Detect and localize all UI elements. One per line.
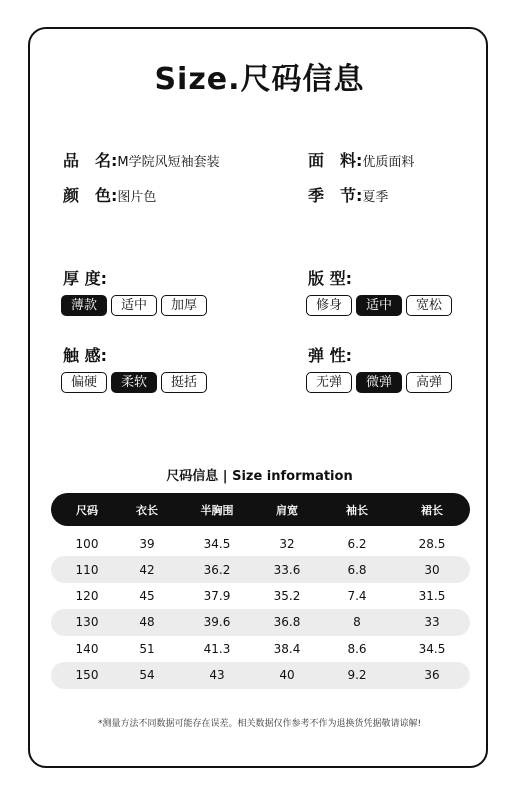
header-sleeve: 袖长 bbox=[346, 503, 368, 517]
cell-size: 110 bbox=[75, 562, 99, 577]
table-row bbox=[51, 609, 470, 636]
elasticity-chip-none: 无弹 bbox=[306, 372, 352, 393]
page-title: Size.尺码信息 bbox=[154, 62, 365, 97]
size-table-title: 尺码信息 | Size information bbox=[166, 469, 353, 484]
cell-sleeve: 6.8 bbox=[347, 562, 367, 577]
header-size: 尺码 bbox=[76, 503, 98, 517]
thickness-chip-thin: 薄款 bbox=[61, 295, 107, 316]
header-shoulder: 肩宽 bbox=[276, 503, 298, 517]
info-name bbox=[63, 148, 220, 171]
name-value: M学院风短袖套装 bbox=[117, 155, 220, 170]
header-length: 衣长 bbox=[136, 503, 158, 517]
cell-half-chest: 36.2 bbox=[203, 562, 231, 577]
info-color bbox=[63, 183, 156, 206]
table-row bbox=[51, 530, 470, 557]
touch-chip-stiff: 偏硬 bbox=[61, 372, 107, 393]
cell-length: 51 bbox=[139, 641, 155, 656]
header-half-chest: 半胸围 bbox=[200, 503, 234, 517]
cell-sleeve: 8 bbox=[353, 615, 361, 630]
season-value: 夏季 bbox=[362, 190, 389, 205]
elasticity-chip-high: 高弹 bbox=[406, 372, 452, 393]
header-skirt-length: 裙长 bbox=[421, 503, 443, 517]
touch-chips bbox=[61, 372, 207, 393]
thickness-label: 厚 度: bbox=[63, 269, 107, 288]
cell-half-chest: 34.5 bbox=[203, 536, 231, 551]
cell-size: 130 bbox=[75, 615, 99, 630]
fabric-label: 面 料: bbox=[308, 151, 363, 170]
cell-skirt-length: 36 bbox=[424, 668, 440, 682]
cell-sleeve: 8.6 bbox=[347, 641, 367, 656]
info-fabric bbox=[308, 148, 414, 171]
cell-size: 120 bbox=[75, 589, 99, 604]
cell-half-chest: 39.6 bbox=[203, 615, 231, 630]
cell-shoulder: 32 bbox=[279, 536, 295, 551]
cell-shoulder: 35.2 bbox=[273, 589, 301, 604]
cell-skirt-length: 30 bbox=[424, 562, 440, 577]
cell-size: 100 bbox=[75, 536, 99, 551]
fit-chip-regular: 适中 bbox=[356, 295, 402, 316]
cell-skirt-length: 34.5 bbox=[418, 641, 446, 656]
fit-label: 版 型: bbox=[308, 269, 352, 288]
season-label: 季 节: bbox=[308, 186, 363, 205]
size-table-header bbox=[51, 493, 470, 526]
cell-half-chest: 41.3 bbox=[203, 641, 231, 656]
color-value: 图片色 bbox=[117, 190, 157, 205]
thickness-chips bbox=[61, 295, 207, 316]
cell-size: 140 bbox=[75, 641, 99, 656]
cell-sleeve: 7.4 bbox=[347, 589, 367, 604]
fabric-value: 优质面料 bbox=[362, 155, 415, 170]
elasticity-chips bbox=[306, 372, 452, 393]
elasticity-label: 弹 性: bbox=[308, 346, 352, 365]
table-row bbox=[51, 556, 470, 583]
cell-half-chest: 43 bbox=[209, 668, 225, 682]
cell-skirt-length: 31.5 bbox=[418, 589, 446, 604]
table-row bbox=[51, 662, 470, 689]
cell-length: 42 bbox=[139, 562, 155, 577]
cell-half-chest: 37.9 bbox=[203, 589, 231, 604]
thickness-chip-thick: 加厚 bbox=[161, 295, 207, 316]
table-row bbox=[51, 583, 470, 610]
cell-sleeve: 9.2 bbox=[347, 668, 367, 682]
elasticity-chip-slight: 微弹 bbox=[356, 372, 402, 393]
touch-chip-soft: 柔软 bbox=[111, 372, 157, 393]
disclaimer-note: *测量方法不同数据可能存在误差。相关数据仅作参考不作为退换货凭据敬请谅解! bbox=[97, 719, 422, 729]
fit-chips bbox=[306, 295, 452, 316]
table-row bbox=[51, 635, 470, 662]
fit-chip-slim: 修身 bbox=[306, 295, 352, 316]
cell-length: 45 bbox=[139, 589, 155, 604]
touch-chip-crisp: 挺括 bbox=[161, 372, 207, 393]
thickness-chip-medium: 适中 bbox=[111, 295, 157, 316]
cell-sleeve: 6.2 bbox=[347, 536, 367, 551]
cell-length: 48 bbox=[139, 615, 155, 630]
cell-shoulder: 33.6 bbox=[273, 562, 301, 577]
info-season bbox=[308, 183, 388, 206]
cell-length: 39 bbox=[139, 536, 155, 551]
cell-skirt-length: 28.5 bbox=[418, 536, 446, 551]
name-label: 品 名: bbox=[63, 151, 118, 170]
cell-skirt-length: 33 bbox=[424, 615, 440, 630]
cell-size: 150 bbox=[75, 668, 99, 682]
cell-shoulder: 36.8 bbox=[273, 615, 301, 630]
cell-shoulder: 38.4 bbox=[273, 641, 301, 656]
cell-shoulder: 40 bbox=[279, 668, 295, 682]
color-label: 颜 色: bbox=[63, 186, 118, 205]
fit-chip-loose: 宽松 bbox=[406, 295, 452, 316]
cell-length: 54 bbox=[139, 668, 155, 682]
touch-label: 触 感: bbox=[63, 346, 107, 365]
